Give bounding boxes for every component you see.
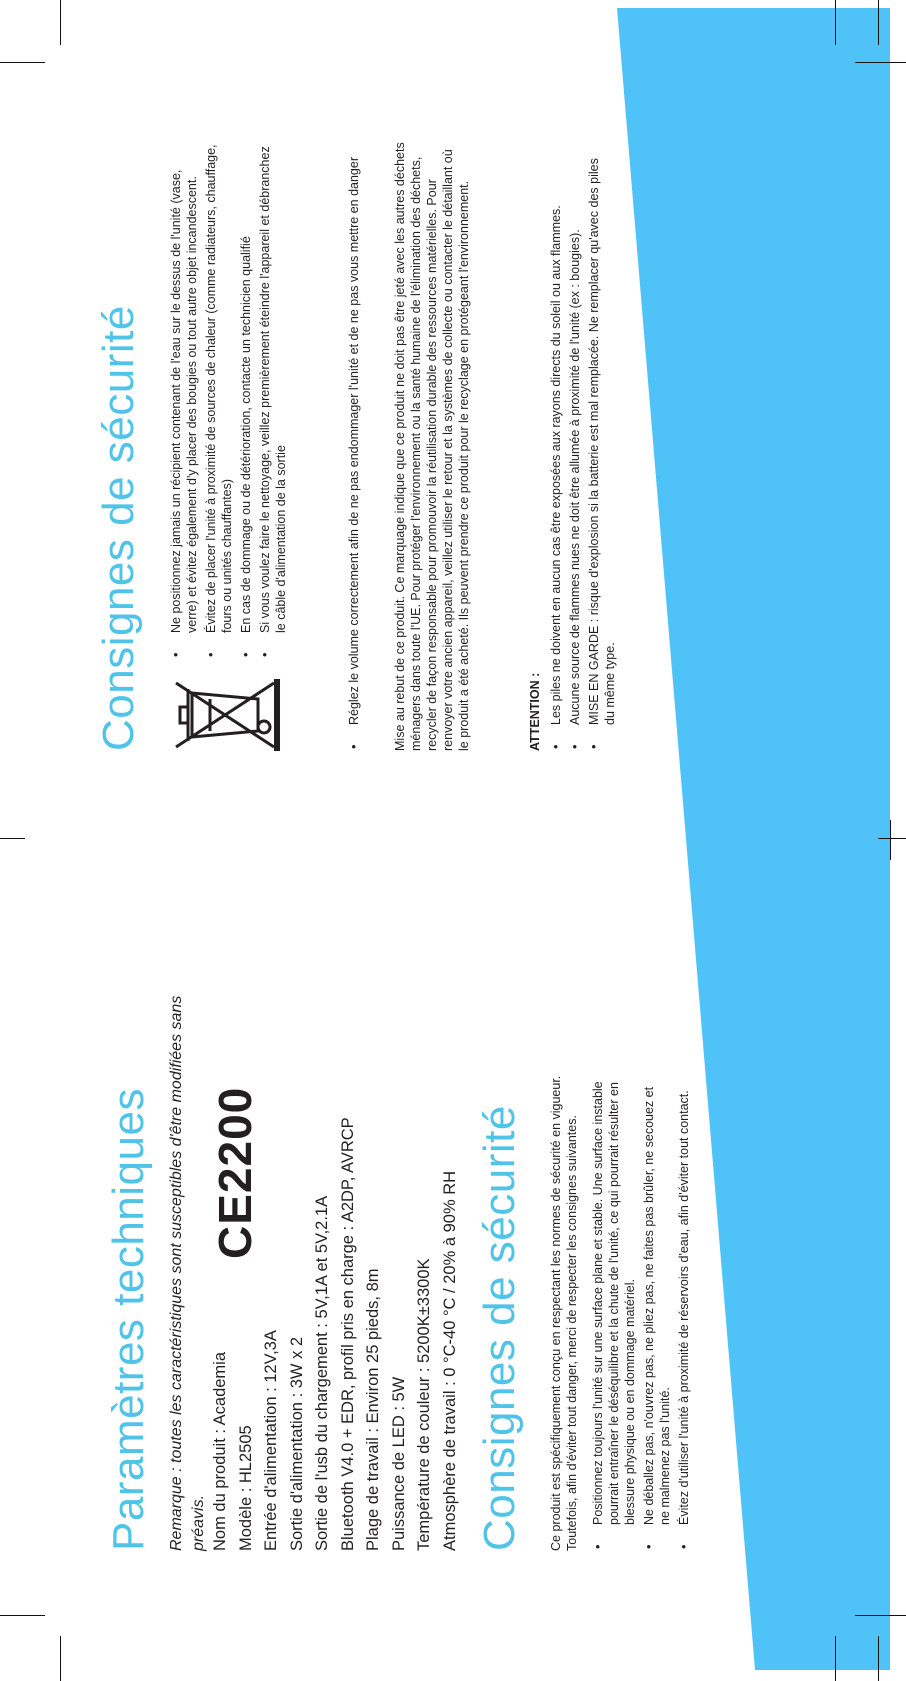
spec-item: Entrée d'alimentation : 12V,3A — [262, 1330, 280, 1551]
list-item: • Si vous voulez faire le nettoyage, veillez premièrement éteindre l'appareil et débranchez le câble d'alimentation de la sortie — [257, 139, 289, 659]
list-item: • MISE EN GARDE : risque d'explosion si la batterie est mal remplacée. Ne remplacer qu'avec des piles du même type. — [586, 141, 618, 751]
safety-left-bullets — [590, 1071, 695, 1551]
disposal-text: Mise au rebut de ce produit. Ce marquage indique que ce produit ne doit pas être jeté avec les autres déchets ménagers dans toute l'UE. Pour protéger l'environnement ou la santé humaine de l'élimination des déchets, recycler de façon responsable pour promouvoir la réutilisation durable des ressources matérielles. Pour renvoyer votre ancien appareil, veillez utiliser le retour et la systèmes de collecte ou contacter le détaillant où le produit a été acheté. Ils peuvent prendre ce produit pour le recyclage en protégeant l'environnement. — [393, 142, 471, 751]
ce-mark: CE2200 — [209, 1086, 261, 1259]
spec-item: Température de couleur : 5200K±3300K — [415, 1258, 433, 1551]
safety-left-intro: Ce produit est spécifiquement conçu en respectant les normes de sécurité en vigueur. Toutefois, afin d'éviter tout danger, merci de respecter les consignes suivantes. — [549, 1075, 579, 1551]
spec-item: Nom du produit : Academia — [211, 1351, 229, 1551]
spec-item: Sortie d'alimentation : 3W x 2 — [287, 1336, 306, 1551]
attention-title: ATTENTION : — [528, 672, 542, 751]
left-column — [0, 791, 906, 1551]
list-item: • Les piles ne doivent en aucun cas être exposées aux rayons directs du soleil ou aux flammes. — [548, 141, 564, 751]
spec-item: Puissance de LED : 5W — [389, 1376, 408, 1551]
crossed-out-wheelie-bin-icon — [170, 679, 280, 751]
safety-right-bullets — [168, 139, 292, 659]
right-column — [0, 131, 906, 751]
safety-left-title: Consignes de sécurité — [475, 1105, 524, 1551]
attention-bullets — [548, 141, 621, 751]
list-item: • Aucune source de flammes nues ne doit être allumée à proximité de l'unité (ex : bougies). — [567, 141, 583, 751]
list-item: • Évitez de placer l'unité à proximité de sources de chaleur (comme radiateurs, chauffage, fours ou unités chauffantes) — [203, 139, 235, 659]
list-item: • Ne déballez pas, n'ouvrez pas, ne pliez pas, ne faites pas brûler, ne secouez et ne malmenez pas l'unité. — [641, 1071, 673, 1551]
tech-note: Remarque : toutes les caractéristiques sont susceptibles d'être modifiées sans préavis. — [168, 995, 207, 1551]
tech-params-title: Paramètres techniques — [104, 1088, 153, 1551]
list-item: • Évitez d'utiliser l'unité à proximité de réservoirs d'eau, afin d'éviter tout contact. — [676, 1071, 692, 1551]
spec-item: Sortie de l'usb du chargement : 5V,1A et 5V,2.1A — [313, 1195, 331, 1551]
list-item: • Positionnez toujours l'unité sur une surface plane et stable. Une surface instable pourrait entraîner le déséquilibre et la chute de l'unité, ce qui pourrait résulter en blessure physique ou en dommage matériel. — [590, 1071, 638, 1551]
list-item: • En cas de dommage ou de détérioration, contacte un technicien qualifié — [238, 139, 254, 659]
list-item: • Réglez le volume correctement afin de ne pas endommager l'unité et de ne pas vous mettre en danger — [346, 141, 362, 751]
spec-item: Bluetooth V4.0 + EDR, profil pris en charge : A2DP, AVRCP — [338, 1117, 357, 1551]
spec-item: Modèle : HL2505 — [236, 1425, 255, 1551]
safety-right-volume — [346, 141, 365, 751]
spec-item: Plage de travail : Environ 25 pieds, 8m — [364, 1268, 382, 1551]
spec-item: Atmosphère de travail : 0 °C-40 °C / 20% à 90% RH — [440, 1170, 459, 1551]
safety-right-title: Consignes de sécurité — [94, 305, 143, 751]
tech-spec-list — [208, 1117, 463, 1551]
list-item: • Ne positionnez jamais un récipient contenant de l'eau sur le dessus de l'unité (vase, verre) et évitez également d'y placer des bougies ou tout autre objet incandescent. — [168, 139, 200, 659]
